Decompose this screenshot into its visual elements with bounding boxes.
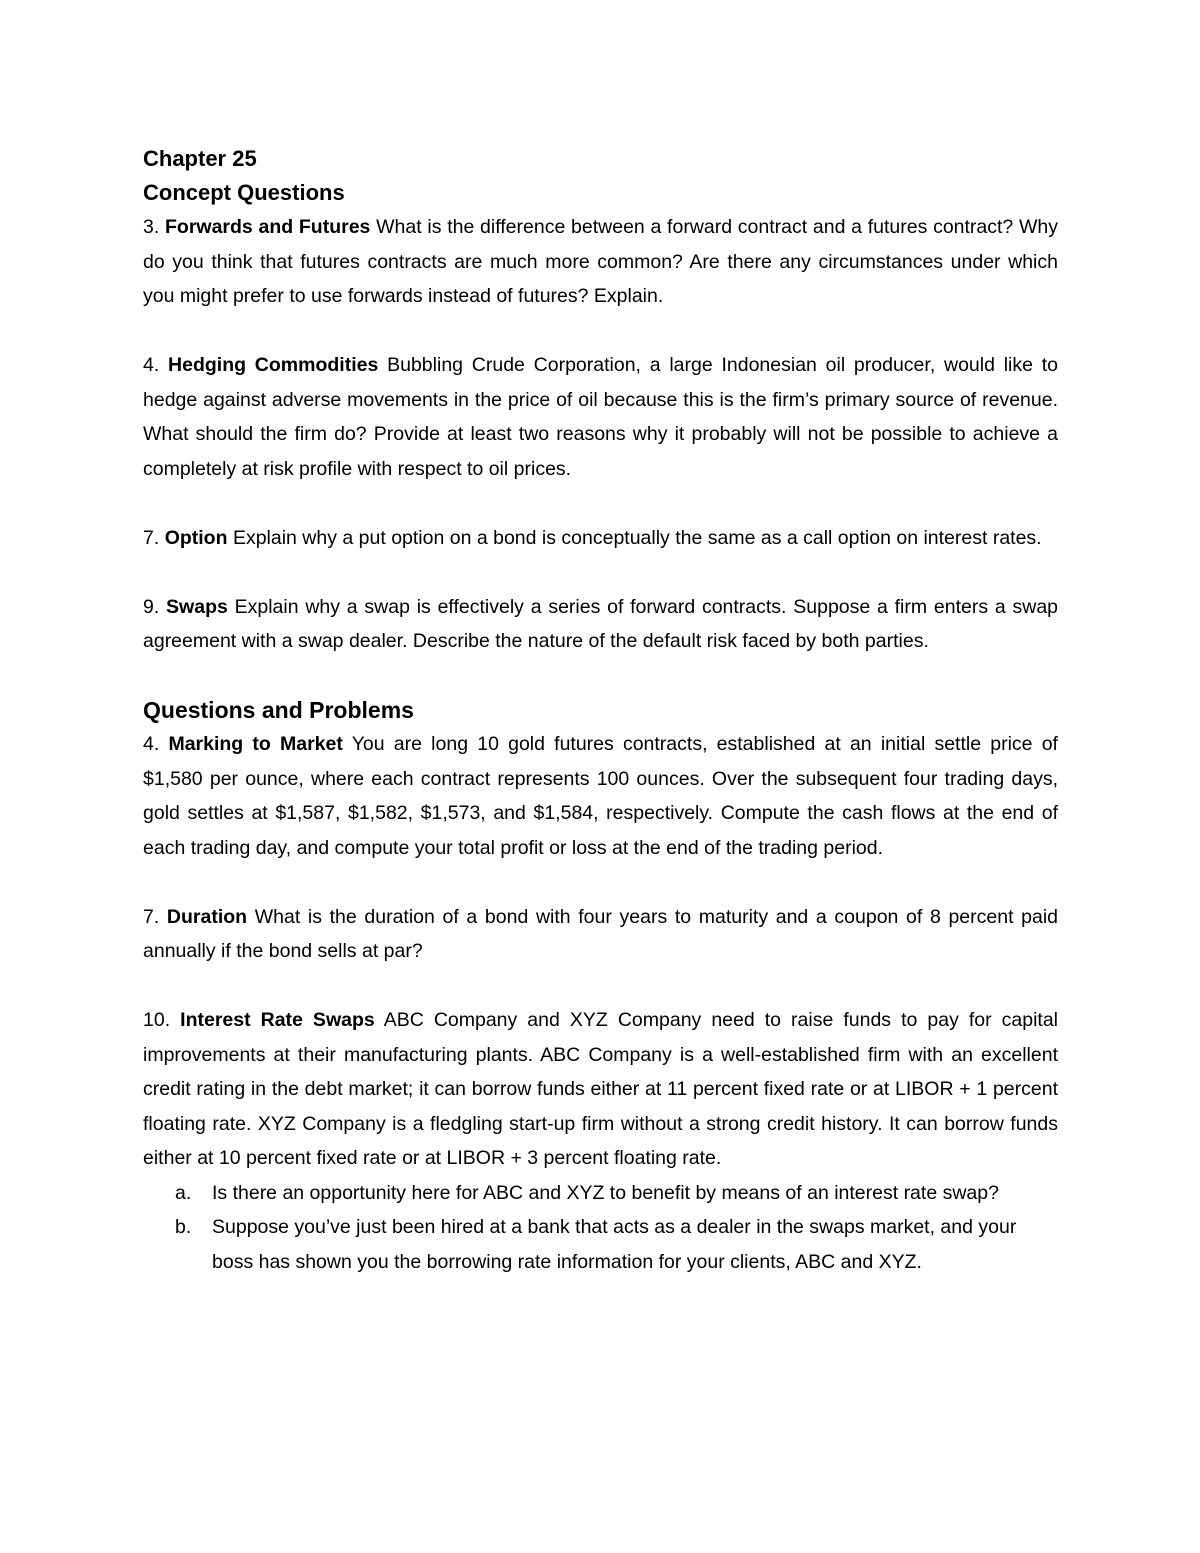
subquestion-text: Is there an opportunity here for ABC and XYZ to benefit by means of an interest rate swap? [212,1181,999,1204]
question-text: What is the difference between a forward contract and a futures contract? Why do you think that futures contracts are much more common? Are there any circumstances under which you might prefer to use forwards instead of futures? Explain. [143,216,1059,307]
document-page [143,142,1058,1279]
problem-text: What is the duration of a bond with four years to maturity and a coupon of 8 percent paid annually if the bond sells at par? [143,905,1059,962]
question-number: 4. [143,354,160,376]
question-title: Swaps [166,595,228,618]
subquestion-text: Suppose you’ve just been hired at a bank that acts as a dealer in the swaps market, and your boss has shown you the borrowing rate information for your clients, ABC and XYZ. [212,1216,1017,1273]
subquestion-a [143,1176,1058,1211]
problem-text: ABC Company and XYZ Company need to raise funds to pay for capital improvements at their manufacturing plants. ABC Company is a well-established firm with an excellent credit rating in the debt market; it can borrow funds either at 11 percent fixed rate or at LIBOR + 1 percent floating rate. XYZ Company is a fledgling start-up firm without a strong credit history. It can borrow funds either at 10 percent fixed rate or at LIBOR + 3 percent floating rate. [143,1009,1059,1169]
problem-7 [143,900,1058,969]
question-number: 7. [143,526,160,549]
question-number: 9. [143,595,160,618]
problem-title: Marking to Market [168,733,343,755]
concept-question-7 [143,521,1058,556]
problem-title: Duration [166,905,248,928]
chapter-title: Chapter 25 [143,146,257,171]
problem-4 [143,727,1058,865]
concept-question-4 [143,348,1058,486]
problem-title: Interest Rate Swaps [180,1009,375,1031]
concept-question-9 [143,590,1058,659]
problem-10-subquestions [143,1176,1058,1280]
question-number: 3. [143,216,160,238]
problem-10 [143,1003,1058,1176]
problem-number: 7. [143,905,160,928]
subquestion-marker: a. [175,1181,192,1204]
problem-number: 4. [143,733,160,755]
subquestion-b [143,1210,1058,1279]
question-text: Explain why a put option on a bond is conceptually the same as a call option on interest rates. [232,526,1042,549]
question-text: Explain why a swap is effectively a series of forward contracts. Suppose a firm enters a swap agreement with a swap dealer. Describe the nature of the default risk faced by both parties. [143,595,1059,652]
subquestion-marker: b. [175,1216,192,1238]
questions-problems-heading: Questions and Problems [143,697,414,723]
concept-question-3 [143,210,1058,314]
question-title: Option [164,526,228,549]
question-title: Hedging Commodities [168,354,379,376]
problem-text: You are long 10 gold futures contracts, established at an initial settle price of $1,580 per ounce, where each contract represents 100 ounces. Over the subsequent four trading days, gold settles at $1,587, $1,582, $1,573, and $1,584, respectively. Compute the cash flows at the end of each trading day, and compute your total profit or loss at the end of the trading period. [143,733,1058,859]
problem-number: 10. [143,1009,171,1031]
question-title: Forwards and Futures [165,216,371,238]
question-text: Bubbling Crude Corporation, a large Indonesian oil producer, would like to hedge against adverse movements in the price of oil because this is the firm’s primary source of revenue. What should the firm do? Provide at least two reasons why it probably will not be possible to achieve a completely at risk profile with respect to oil prices. [143,354,1059,480]
concept-questions-heading: Concept Questions [143,180,345,205]
